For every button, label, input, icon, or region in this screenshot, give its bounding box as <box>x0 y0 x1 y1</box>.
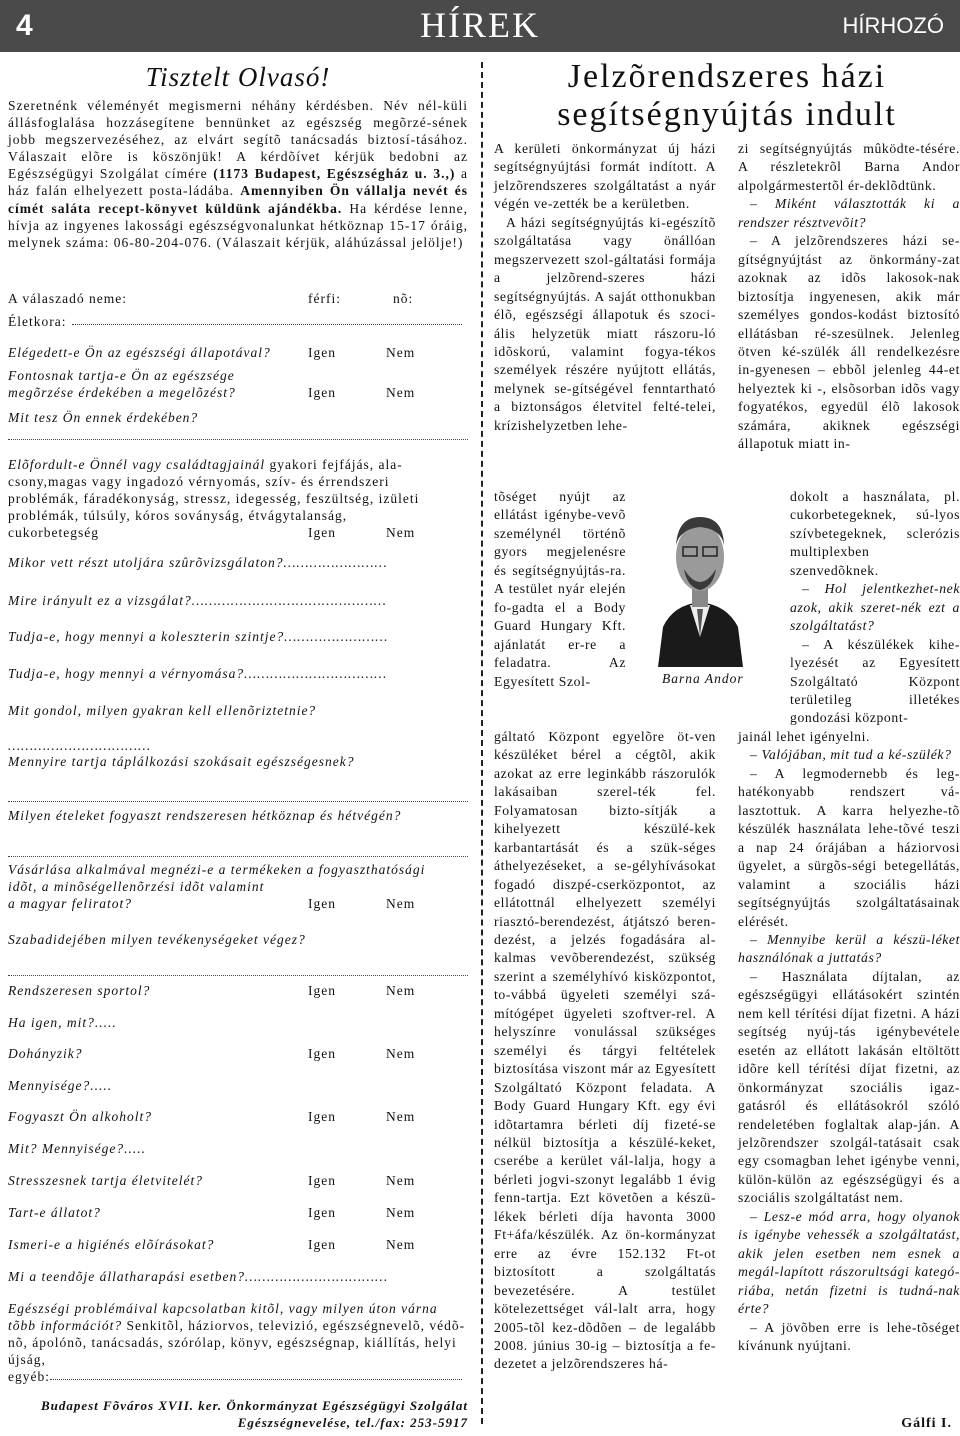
question-text: tõbb információt? <box>8 1318 123 1333</box>
question-info-4: újság, <box>8 1352 46 1367</box>
author-signature: Gálfi I. <box>901 1416 952 1431</box>
question-satisfied <box>8 344 468 361</box>
question-text: a magyar feliratot? <box>8 896 132 911</box>
yes-option[interactable]: Igen <box>308 1205 336 1220</box>
question-text: Rendszeresen sportol? <box>8 983 151 998</box>
page-number: 4 <box>16 9 33 42</box>
intro-paragraph-2-rest: a ház falán elhelyezett posta-ládába. <box>8 166 468 199</box>
article-column-a-narrow <box>494 488 626 691</box>
answer-line[interactable] <box>50 1366 462 1380</box>
option-female[interactable]: nõ: <box>393 291 414 306</box>
portrait-photo <box>653 487 748 667</box>
question-stress <box>8 1172 468 1189</box>
article-column-b-narrow <box>790 488 960 728</box>
article-paragraph: A házi segítségnyújtás ki-egészítõ szolgáltatása vagy önállóan megszervezett szol-gáltatási formája a jelzõrend-szeres házi segítségnyújtás. A saját otthonukban élõ, egészségi állapotuk és szoci-ális helyzetük miatt rászoru-ló idõskorú, valamint fogya-tékos személyek részére nyújtott ellátás, melynek se-gítségével fenntartható a biztonságos életvitel felté-telei, krízishelyzetben lehe- <box>494 214 716 433</box>
column-divider <box>481 62 483 1424</box>
question-shopping-1: Vásárlása alkalmával megnézi-e a termékeken a fogyaszthatósági <box>8 862 426 877</box>
question-complaints-4: problémák, túlsúly, kóros soványság, étvágytalanság, <box>8 508 348 523</box>
age-answer-line[interactable] <box>72 311 462 325</box>
no-option[interactable]: Nem <box>386 1205 416 1220</box>
question-directed: Mire irányult ez a vizsgálat?……………………………………… <box>8 593 387 608</box>
question-shopping-3 <box>8 895 468 912</box>
questionnaire <box>8 62 468 251</box>
section-name: HÍRHOZÓ <box>842 13 944 38</box>
question-foods: Milyen ételeket fogyaszt rendszeresen hétköznap és hétvégén? <box>8 808 402 823</box>
sex-label: A válaszadó neme: <box>8 291 127 306</box>
question-important-2 <box>8 384 468 401</box>
interview-question: – Lesz-e mód arra, hogy olyanok is igénybe vehessék a szolgáltatást, akik jelen esetben nem esnek a megál-lapított rászorultsági kategó-riába, netán fizetni is tudná-nak érte? <box>738 1208 960 1317</box>
intro-gift: Amennyiben Ön vállalja nevét és címét saláta recept-könyvet küldünk ajándékba. <box>8 183 468 216</box>
article-paragraph: – A készülékek kihe-lyezését az Egyesített Szolgáltató Központ területileg illetékes gondozási központ- <box>790 636 960 726</box>
no-option[interactable]: Nem <box>386 983 416 998</box>
question-hygiene <box>8 1236 468 1253</box>
question-complaints-3: problémák, fáradékonyság, stressz, idegesség, feszültség, izületi <box>8 491 420 506</box>
answer-line[interactable] <box>8 962 468 976</box>
interview-question: – Miként választották ki a rendszer résztvevõit? <box>738 196 960 230</box>
age-label: Életkora: <box>8 314 67 329</box>
question-text: Tart-e állatot? <box>8 1205 101 1220</box>
yes-option[interactable]: Igen <box>308 1046 336 1061</box>
no-option[interactable]: Nem <box>386 1237 416 1252</box>
no-option[interactable]: Nem <box>386 1109 416 1124</box>
interview-question: – Valójában, mit tud a ké-szülék? <box>750 747 952 763</box>
question-complaints-5 <box>8 524 468 541</box>
no-option[interactable]: Nem <box>386 385 416 400</box>
question-info-1: Egészségi problémáival kapcsolatban kitõl, vagy milyen úton várna <box>8 1301 438 1316</box>
question-shopping-2: idõt, a minõségellenõrzési idõt valamint <box>8 879 265 894</box>
yes-option[interactable]: Igen <box>308 525 336 540</box>
question-complaints <box>8 456 468 473</box>
article-paragraph: jainál lehet igényelni. <box>738 729 871 744</box>
question-what <box>8 409 468 426</box>
answer-dots[interactable]: …………………………… <box>8 738 152 753</box>
question-alcohol-what: Mit? Mennyisége?..... <box>8 1141 146 1156</box>
article-column-b-rest <box>738 728 960 1355</box>
intro-paragraph-3: Ha kérdése lenne, hívja az ingyenes lakossági egészségvonalunkat hétköznap 15-17 óráig, melynek száma: 06-80-204-076. (Válaszait kérjük, aláhúzással jelölje!) <box>8 200 469 250</box>
answer-line[interactable] <box>8 788 468 802</box>
article-paragraph: A kerületi önkormányzat új házi segítségnyújtási formát indított. A jelzõrendszeres szolgáltatást a nyár végén ve-zették be a kerületben. <box>494 141 716 212</box>
portrait-image <box>653 487 748 667</box>
article-paragraph: gáltató Központ egyelõre öt-ven készüléket bérel a cégtõl, akik azokat az erre leginkább rászorulók lakásaiban szerel-ték fel. Folyamatosan bizto-sítják a kihelyezett készülé-kek karbantartását és a szük-séges áthelyezéseket, a se-gélyhívásokat fogadó diszpé-cserközpontot, az ellátottnál elhelyezett személyi riasztó-berendezést, átjátszó beren-dezést, a jelzés fogadására al-kalmas vevõberendezést, szükség szerint a személyhívó kisközpontot, to-vábbá ügyeleti személyi szá-mítógépet ügyeleti szoftver-rel. A helyszínre vonulással szükséges személyi és tárgyi feltételek biztosítása viszont már az Egyesített Szolgáltató Központ feladata. A Body Guard Hungary Kft. egy évi idõtartamra bérleti díj fizeté-se nélkül biztosítja a készülé-keket, cserébe a kerület vál-lalja, hogy a bérleti jogvi-szonyt legalább 1 évig fenn-tartja. Ezt követõen a készü-lékek bérleti díja havonta 3000 Ft+áfa/készülék. Az ön-kormányzat erre az évre 152.132 Ft-ot biztosított a szolgáltatás bevezetésére. A testület kötelezettséget vál-lalt arra, hogy 2005-tõl kez-dõdõen – de legalább 2008. június 30-ig – biztosítja a fe-dezetet a jelzõrendszeres há- <box>494 729 716 1372</box>
question-smoke <box>8 1045 468 1062</box>
answer-line[interactable] <box>8 426 468 440</box>
yes-option[interactable]: Igen <box>308 983 336 998</box>
article-paragraph: – A legmodernebb és leg-hatékonyabb rendszert vá-lasztottuk. A karra helyezhe-tõ készülék használata lehe-tõvé teszi a nap 24 órájában a háziorvosi ügyelet, a sürgõs-ségi betegellátás, valamint a szociális házi segítségnyújtás szolgáltatásainak elérését. <box>738 765 960 929</box>
article-paragraph: – A jövõben erre is lehe-tõséget kívánunk nyújtani. <box>738 1319 960 1353</box>
question-complaints-2: csony,magas vagy ingadozó vérnyomás, szív- és érrendszeri <box>8 474 390 489</box>
intro-paragraph-2: A kérdõívet kérjük bedobni az Egészségügyi Szolgálat címére <box>8 149 468 182</box>
yes-option[interactable]: Igen <box>308 345 336 360</box>
question-smoke-amount: Mennyisége?..... <box>8 1078 113 1093</box>
question-pet-duty: Mi a teendõje állatharapási esetben?…………………………… <box>8 1269 389 1284</box>
no-option[interactable]: Nem <box>386 1173 416 1188</box>
question-info-2 <box>8 1317 468 1334</box>
question-check: Mit gondol, milyen gyakran kell ellenõriztetnie? <box>8 703 317 718</box>
photo-caption: Barna Andor <box>662 671 744 686</box>
no-option[interactable]: Nem <box>386 525 416 540</box>
questionnaire-intro <box>8 97 468 251</box>
headline-line-1: Jelzõrendszeres házi <box>567 58 887 95</box>
question-text: Fogyaszt Ön alkoholt? <box>8 1109 152 1124</box>
question-text: Elégedett-e Ön az egészségi állapotával? <box>8 345 271 360</box>
article-column-b-top <box>738 140 960 454</box>
article-paragraph: – Használata díjtalan, az egészségügyi ellátásokért szintén nem kell térítési díjat fizetni. A házi segítség nyúj-tás igénybevétele esetén az ellátott lakásán eltöltött idõre kell térítési díjat fizetni, az önkormányzat szociális igaz-gatásról és ellátásokról szóló rendeletében foglaltak alap-ján. A jelzõrendszer szolgál-tatásait csak egy csomagban lehet igénybe venni, külön-külön az egészségügyi és a szociális szolgáltatást nem. <box>738 968 960 1206</box>
question-alcohol <box>8 1108 468 1125</box>
question-info-3: nõ, ápolónõ, tanácsadás, szórólap, könyv, egészségnap, kiállítás, helyi <box>8 1335 457 1350</box>
question-text: Fontosnak tartja-e Ön az egészsége <box>8 368 235 383</box>
footer-line-1: Budapest Fõváros XVII. ker. Önkormányzat Egészségügyi Szolgálat <box>40 1398 468 1413</box>
article-headline <box>494 58 960 134</box>
question-text: Elõfordult-e Önnél vagy családtagjainál <box>8 457 266 472</box>
article-column-a-top <box>494 140 716 435</box>
article-paragraph: dokolt a használata, pl. cukorbetegeknek, sú-lyos szívbetegeknek, sclerózis multiplexben szenvedõknek. <box>790 489 960 578</box>
question-bloodpressure: Tudja-e, hogy mennyi a vérnyomása?…………………………… <box>8 666 388 681</box>
yes-option[interactable]: Igen <box>308 896 336 911</box>
newspaper-title: HÍREK <box>420 5 540 45</box>
article-column-a-rest <box>494 728 716 1374</box>
question-info-5: egyéb: <box>8 1369 50 1384</box>
footer-line-2: Egészségnevelése, tel./fax: 253-5917 <box>237 1415 468 1430</box>
page-header <box>0 0 960 52</box>
question-pet <box>8 1204 468 1221</box>
intro-address: (1173 Budapest, Egészségház u. 3.,) <box>213 166 456 182</box>
question-sport-what: Ha igen, mit?..... <box>8 1015 117 1030</box>
question-text: Mit tesz Ön ennek érdekében? <box>8 410 199 425</box>
article-paragraph: tõséget nyújt az ellátást igénybe-vevõ személynél történõ gyors megjelenésre és segítségnyújtás-ra. A testület nyár elején fo-gadta el a Body Guard Hungary Kft. ajánlatát er-re a feladatra. Az Egyesített Szol- <box>494 489 626 689</box>
article-paragraph: – A jelzõrendszeres házi se-gítségnyújtást az önkormány-zat azoknak az idõs lakosok-nak biztosítja ingyenesen, akik már személyes gondos-kodást biztosító ellátásban ré-szesülnek. Jelenleg ötven ké-szülék áll rendelkezésre in-gyenesen – ebbõl jelenleg 44-et helyeztek ki -, elsõsorban idõs vagy fogyatékos, egyedül élõ lakosok számára, akiknek egészségi állapotuk miatt in- <box>738 233 960 452</box>
question-diet: Mennyire tartja táplálkozási szokásait egészségesnek? <box>8 754 355 769</box>
question-text: Ismeri-e a higiénés elõírásokat? <box>8 1237 215 1252</box>
article-paragraph: zi segítségnyújtás mûködte-tésére. A részletekrõl Barna Andor alpolgármestertõl ér-deklõdtünk. <box>738 141 960 193</box>
question-freetime: Szabadidejében milyen tevékenységeket végez? <box>8 932 306 947</box>
yes-option[interactable]: Igen <box>308 1237 336 1252</box>
answer-line[interactable] <box>8 843 468 857</box>
question-important <box>8 367 468 384</box>
intro-paragraph-1: Szeretnénk véleményét megismerni néhány kérdésben. Név nél-küli állásfoglalása hozzásegítene bennünket az egészség megõrzé-sének jobb megszervezéséhez, az elvárt segítõ tanácsadás biztosí-tásához. Válaszait elõre is köszönjük! <box>8 98 468 165</box>
question-text: Dohányzik? <box>8 1046 83 1061</box>
interview-question: – Hol jelentkezhet-nek azok, akik szeret-nék ezt a szolgáltatást? <box>790 581 960 634</box>
headline-line-2: segítségnyújtás indult <box>557 96 897 133</box>
no-option[interactable]: Nem <box>386 345 416 360</box>
yes-option[interactable]: Igen <box>308 385 336 400</box>
question-cholesterol: Tudja-e, hogy mennyi a koleszterin szintje?…………………… <box>8 629 389 644</box>
question-screening: Mikor vett részt utoljára szûrõvizsgálaton?…………………… <box>8 555 388 570</box>
option-male[interactable]: férfi: <box>308 291 341 306</box>
question-text: Stresszesnek tartja életvitelét? <box>8 1173 203 1188</box>
question-text-cont: gyakori fejfájás, ala- <box>265 457 403 472</box>
question-text: cukorbetegség <box>8 525 99 540</box>
question-sport <box>8 982 468 999</box>
no-option[interactable]: Nem <box>386 1046 416 1061</box>
interview-question: – Mennyibe kerül a készü-léket használónak a juttatás? <box>738 931 960 966</box>
question-text: megõrzése érdekében a megelõzést? <box>8 385 236 400</box>
questionnaire-title: Tisztelt Olvasó! <box>145 62 331 92</box>
yes-option[interactable]: Igen <box>308 1109 336 1124</box>
question-options: Senkitõl, háziorvos, televizió, egészségnevelõ, védõ- <box>122 1318 466 1333</box>
sex-question <box>8 290 468 307</box>
no-option[interactable]: Nem <box>386 896 416 911</box>
yes-option[interactable]: Igen <box>308 1173 336 1188</box>
